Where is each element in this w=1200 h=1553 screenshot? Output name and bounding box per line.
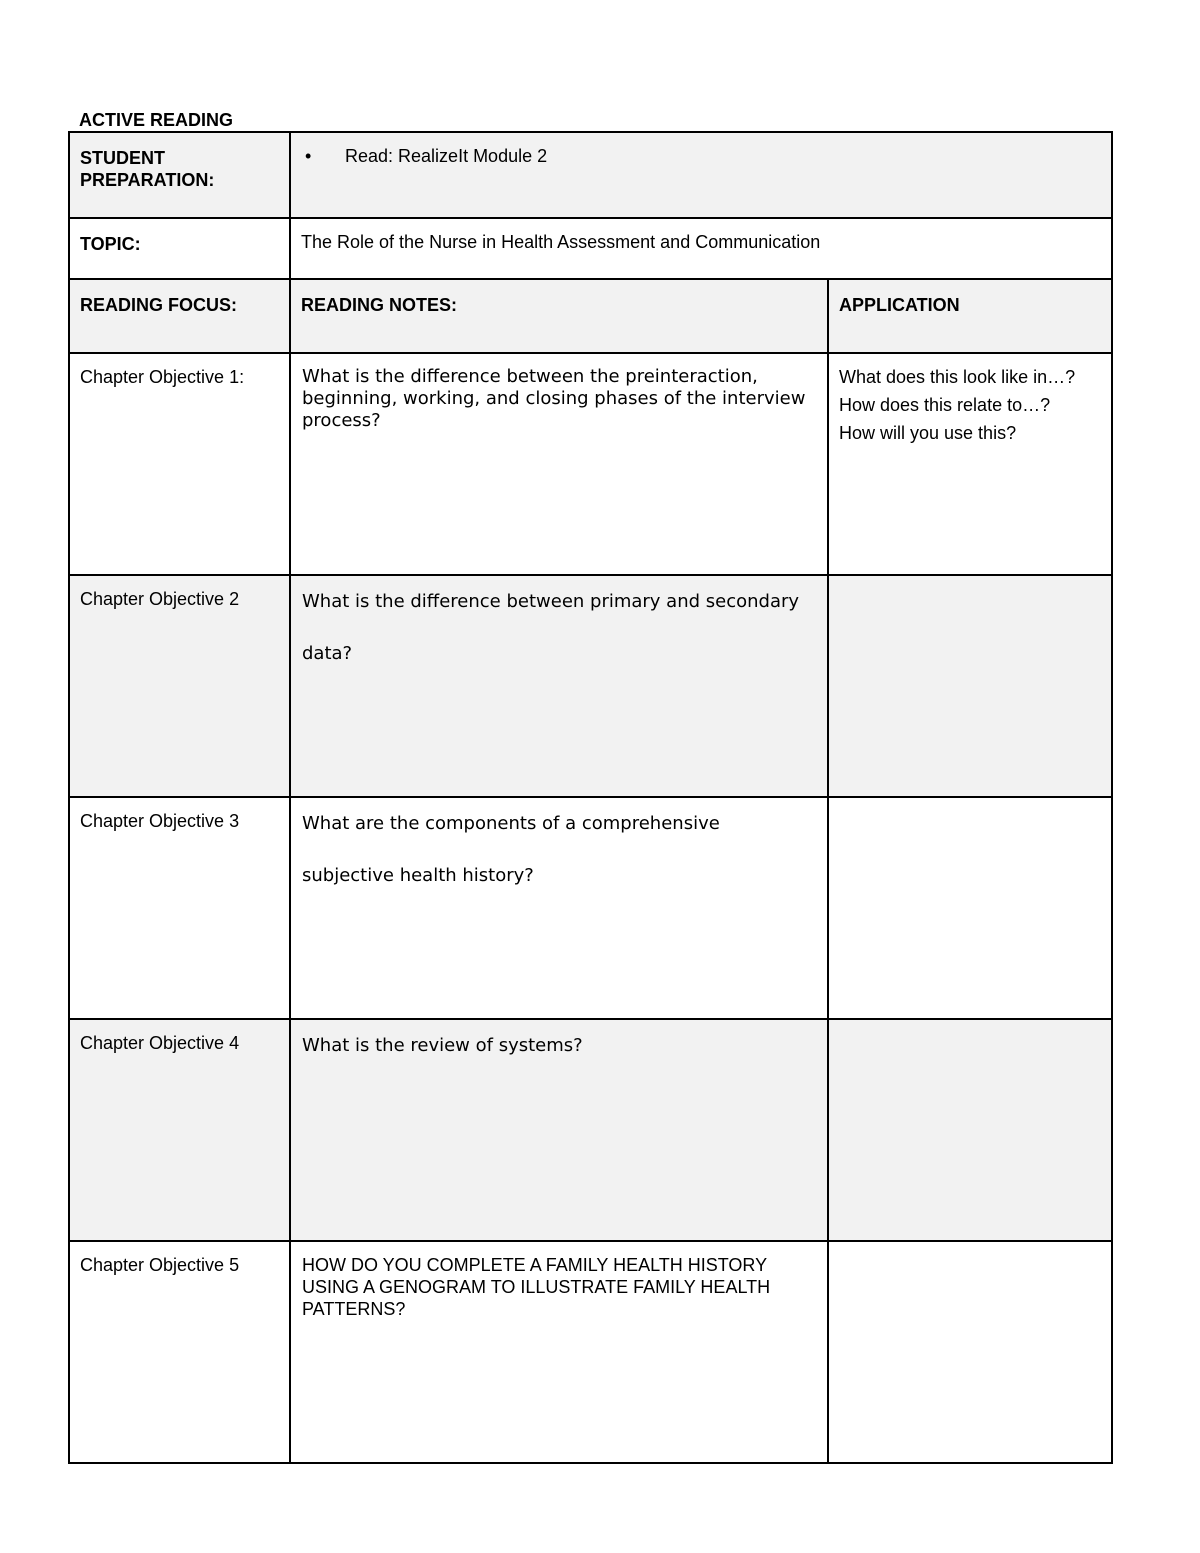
application-cell	[828, 797, 1112, 1019]
page-title: ACTIVE READING	[79, 110, 234, 130]
application-cell	[828, 1241, 1112, 1463]
reading-notes-cell: What is the difference between primary and secondary data?	[290, 575, 828, 797]
application-prompt: How will you use this?	[839, 423, 1017, 443]
objective-row-3	[69, 797, 1112, 1019]
reading-notes-cell: HOW DO YOU COMPLETE A FAMILY HEALTH HISTORY USING A GENOGRAM TO ILLUSTRATE FAMILY HEALTH PATTERNS?	[290, 1241, 828, 1463]
objective-row-5	[69, 1241, 1112, 1463]
reading-notes-header: READING NOTES:	[290, 279, 828, 353]
student-preparation-row	[69, 132, 1112, 218]
application-prompt: What does this look like in…?	[839, 367, 1076, 387]
application-cell	[828, 575, 1112, 797]
objective-label: Chapter Objective 3	[69, 797, 290, 1019]
bullet-icon: •	[305, 146, 312, 166]
objective-label: Chapter Objective 4	[69, 1019, 290, 1241]
reading-notes-cell: What are the components of a comprehensive subjective health history?	[290, 797, 828, 1019]
application-header: APPLICATION	[828, 279, 1112, 353]
objective-row-2	[69, 575, 1112, 797]
topic-value: The Role of the Nurse in Health Assessment and Communication	[290, 218, 1112, 279]
student-preparation-label: STUDENT PREPARATION:	[69, 132, 290, 218]
application-cell	[828, 1019, 1112, 1241]
application-cell	[828, 353, 1112, 575]
reading-notes-cell: What is the review of systems?	[290, 1019, 828, 1241]
preparation-list-item	[305, 145, 1101, 167]
active-reading-table	[68, 131, 1113, 1464]
topic-label: TOPIC:	[69, 218, 290, 279]
objective-label: Chapter Objective 1:	[69, 353, 290, 575]
topic-row	[69, 218, 1112, 279]
objective-label: Chapter Objective 2	[69, 575, 290, 797]
application-prompt: How does this relate to…?	[839, 395, 1051, 415]
reading-notes-cell: What is the difference between the preinteraction, beginning, working, and closing phases of the interview process?	[290, 353, 828, 575]
column-header-row	[69, 279, 1112, 353]
objective-row-1	[69, 353, 1112, 575]
objective-label: Chapter Objective 5	[69, 1241, 290, 1463]
objective-row-4	[69, 1019, 1112, 1241]
reading-focus-header: READING FOCUS:	[69, 279, 290, 353]
student-preparation-value	[290, 132, 1112, 218]
preparation-item-text: Read: RealizeIt Module 2	[345, 146, 548, 166]
